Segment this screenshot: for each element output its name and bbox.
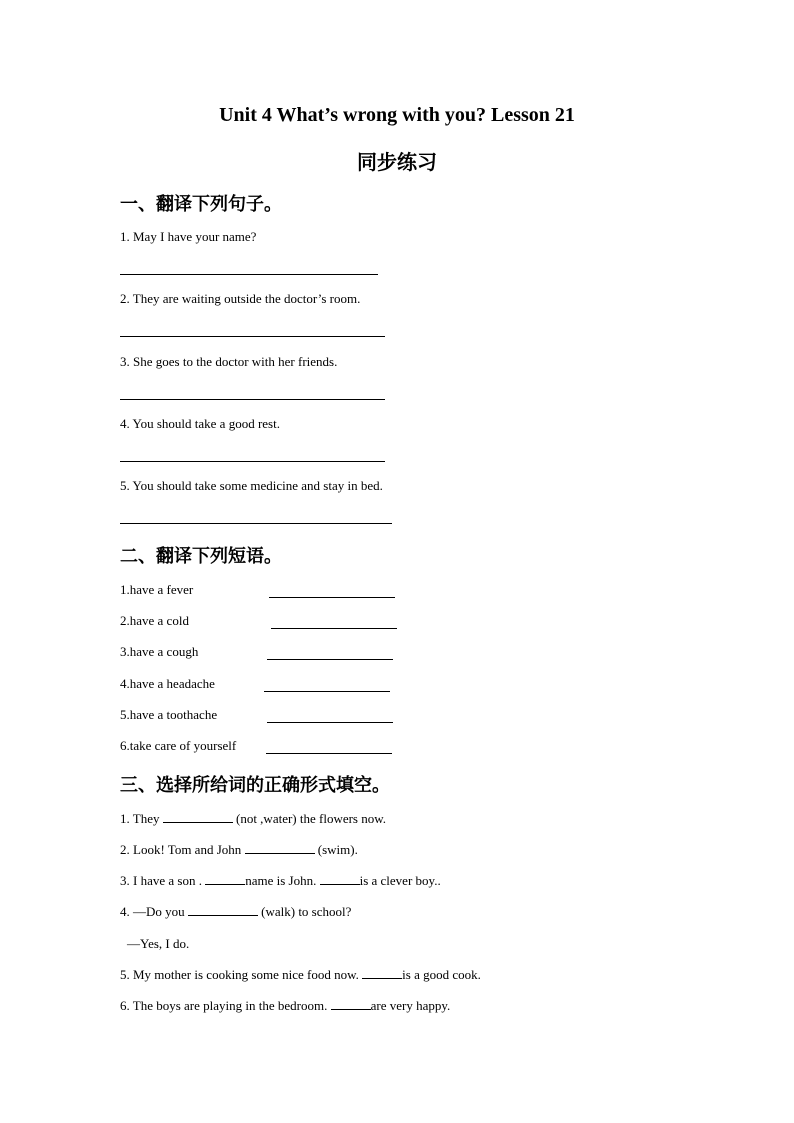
phrase-5: 5.have a toothache xyxy=(120,707,218,722)
fill-question-2 xyxy=(120,842,358,858)
fill-blank-3a[interactable] xyxy=(205,874,245,885)
section-2-heading: 二、翻译下列短语。 xyxy=(120,546,282,567)
page-subtitle: 同步练习 xyxy=(357,150,437,174)
fill-question-6-text-b: are very happy. xyxy=(370,998,451,1013)
phrase-3: 3.have a cough xyxy=(120,644,199,659)
sentence-3: 3. She goes to the doctor with her friends. xyxy=(120,354,338,369)
phrase-blank-2[interactable] xyxy=(271,628,397,629)
fill-question-6-text-a: 6. The boys are playing in the bedroom. xyxy=(120,998,328,1013)
sentence-5: 5. You should take some medicine and stay in bed. xyxy=(120,478,383,493)
fill-question-5-text-b: is a good cook. xyxy=(402,967,481,982)
fill-question-1-text-a: 1. They xyxy=(120,811,160,826)
phrase-blank-5[interactable] xyxy=(267,722,393,723)
phrase-6: 6.take care of yourself xyxy=(120,738,237,753)
fill-blank-1[interactable] xyxy=(163,812,233,823)
phrase-blank-1[interactable] xyxy=(269,597,395,598)
fill-question-5-text-a: 5. My mother is cooking some nice food now. xyxy=(120,967,359,982)
phrase-blank-6[interactable] xyxy=(266,753,392,754)
fill-question-4-text-b: (walk) to school? xyxy=(261,904,352,919)
fill-blank-5[interactable] xyxy=(362,968,402,979)
fill-blank-3b[interactable] xyxy=(320,874,360,885)
answer-line-3[interactable] xyxy=(120,399,385,400)
fill-blank-4[interactable] xyxy=(188,905,258,916)
answer-line-2[interactable] xyxy=(120,336,385,337)
fill-question-3-text-b: name is John. xyxy=(245,873,317,888)
fill-question-6 xyxy=(120,998,450,1014)
fill-question-4-text-a: 4. —Do you xyxy=(120,904,185,919)
fill-question-1-text-b: (not ,water) the flowers now. xyxy=(235,811,387,826)
fill-question-3-text-c: is a clever boy.. xyxy=(359,873,441,888)
answer-line-4[interactable] xyxy=(120,461,385,462)
fill-question-3 xyxy=(120,873,441,889)
fill-blank-6[interactable] xyxy=(331,999,371,1010)
fill-question-5 xyxy=(120,967,481,983)
phrase-1: 1.have a fever xyxy=(120,582,194,597)
section-3-heading: 三、选择所给词的正确形式填空。 xyxy=(120,775,390,796)
page-title: Unit 4 What’s wrong with you? Lesson 21 xyxy=(219,104,575,126)
phrase-blank-3[interactable] xyxy=(267,659,393,660)
fill-blank-2[interactable] xyxy=(245,843,315,854)
section-1-heading: 一、翻译下列句子。 xyxy=(120,194,282,215)
phrase-2: 2.have a cold xyxy=(120,613,189,628)
sentence-1: 1. May I have your name? xyxy=(120,229,257,244)
fill-question-2-text-a: 2. Look! Tom and John xyxy=(120,842,242,857)
fill-question-2-text-b: (swim). xyxy=(317,842,358,857)
answer-line-1[interactable] xyxy=(120,274,378,275)
fill-question-1 xyxy=(120,811,386,827)
fill-question-4-reply: —Yes, I do. xyxy=(127,936,190,951)
sentence-2: 2. They are waiting outside the doctor’s room. xyxy=(120,291,361,306)
phrase-blank-4[interactable] xyxy=(264,691,390,692)
fill-question-3-text-a: 3. I have a son . xyxy=(120,873,202,888)
phrase-4: 4.have a headache xyxy=(120,676,215,691)
answer-line-5[interactable] xyxy=(120,523,392,524)
sentence-4: 4. You should take a good rest. xyxy=(120,416,280,431)
fill-question-4 xyxy=(120,904,351,920)
